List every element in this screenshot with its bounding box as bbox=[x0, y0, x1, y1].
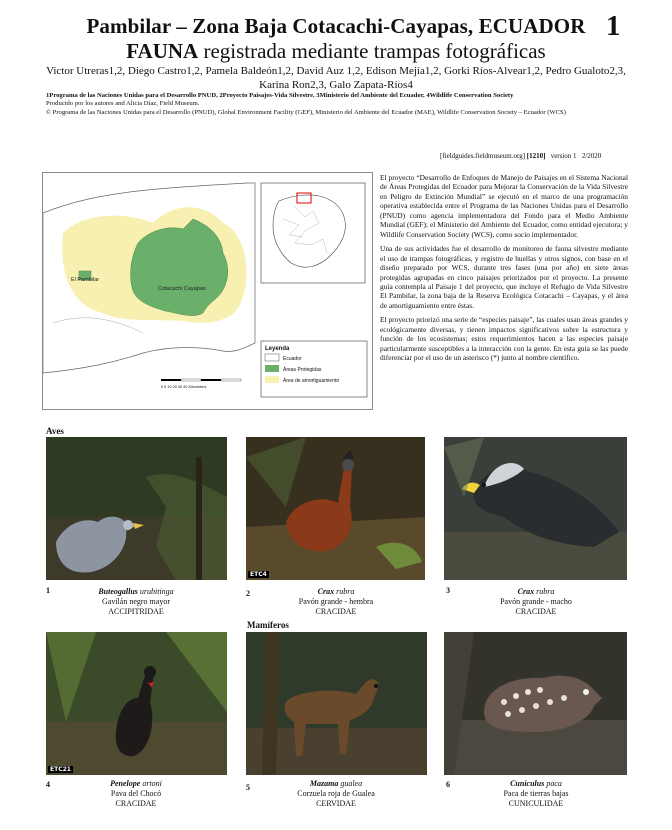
location-map bbox=[42, 172, 373, 410]
species-common-name: Corzuela roja de Gualea bbox=[297, 789, 375, 798]
section-mamiferos: Mamíferos bbox=[247, 620, 289, 630]
species-family: ACCIPITRIDAE bbox=[108, 607, 164, 616]
camera-stamp: ETC21 bbox=[50, 766, 71, 773]
institutions: 1Programa de las Naciones Unidas para el Desarrollo PNUD, 2Proyecto Paisajes-Vida Silvestre, 3Ministerio del Ambiente del Ecuador, 4Wildlife Conservation Society bbox=[46, 92, 514, 99]
affiliations bbox=[46, 92, 636, 117]
species-caption-6 bbox=[446, 779, 626, 809]
species-caption-2 bbox=[246, 587, 426, 617]
species-epithet: gualea bbox=[338, 779, 363, 788]
species-number-1: 1 bbox=[46, 586, 50, 595]
subtitle-bold: FAUNA bbox=[126, 39, 199, 63]
camera-stamp: ETC4 bbox=[250, 571, 267, 578]
species-family: CRACIDAE bbox=[515, 607, 557, 616]
source-link[interactable]: [fieldguides.fieldmuseum.org] bbox=[440, 152, 526, 160]
copyright: © Programa de las Naciones Unidas para el Desarrollo (PNUD), Global Environment Facility (GEF), Ministerio del Ambiente del Ecuador (MAE), Wildlife Conservation Society – Ecuador (WCS) bbox=[46, 108, 566, 116]
scale-label: 0 5 10 20 30 40 Kilometers bbox=[161, 385, 207, 389]
species-genus: Crax bbox=[317, 587, 335, 596]
intro-text bbox=[380, 173, 628, 368]
label-pambilar: El Pambilar bbox=[71, 277, 100, 283]
intro-paragraph-2: Una de sus actividades fue el desarrollo de monitoreo de fauna silvestre mediante el uso de trampas fotográficas, y registro de huellas y otros signos, con base en el diseño preparado por WCS, durante tres fases (una por año) en siete áreas protegidas agrupadas en cinco paisajes priorizados por el proyecto. La presente guía contempla al Paisaje 1 del proyecto, que incluye el Refugio de Vida Silvestre El Pambilar, la zona baja de la Reserva Ecológica Cotacachi – Cayapas, y el área de amortiguamiento entre éstas. bbox=[380, 244, 628, 310]
species-family: CRACIDAE bbox=[315, 607, 357, 616]
version: version 1 bbox=[550, 152, 577, 160]
authors-line-2: Karina Ron2,3, Galo Zapata-Ríos4 bbox=[259, 79, 413, 91]
species-family: CERVIDAE bbox=[316, 799, 356, 808]
species-number-4: 4 bbox=[46, 780, 50, 789]
species-caption-1 bbox=[46, 587, 226, 617]
page-title: Pambilar – Zona Baja Cotacachi-Cayapas, ECUADOR bbox=[86, 14, 586, 38]
species-family: CUNICULIDAE bbox=[508, 799, 564, 808]
page-subtitle bbox=[0, 39, 672, 64]
legend-title: Leyenda bbox=[265, 346, 290, 352]
species-epithet: ortoni bbox=[140, 779, 162, 788]
species-photo-2 bbox=[246, 437, 425, 580]
authors bbox=[40, 64, 632, 92]
species-genus: Buteogallus bbox=[98, 587, 138, 596]
species-photo-6 bbox=[444, 632, 627, 775]
label-cotacachi: Cotacachi Cayapas bbox=[158, 286, 206, 292]
intro-paragraph-1: El proyecto “Desarrollo de Enfoques de Manejo de Paisajes en el Sistema Nacional de Áreas Protegidas del Ecuador para Mejorar la Conservación de la Vida Silvestre en Peligro de Extinción Mundial” se ejecutó en el marco de una programación operativa establecida entre el Programa de las Naciones Unidas para el Desarrollo (PNUD) como agencia implementadora del Fondo para el Medio Ambiente Mundial (GEF); el Ministerio del Ambiente del Ecuador, como entidad ejecutora; y Wildlife Conservation Society (WCS), como socio implementador. bbox=[380, 173, 628, 239]
species-photo-4 bbox=[46, 632, 227, 775]
species-number-5: 5 bbox=[246, 783, 250, 792]
species-genus: Penelope bbox=[110, 779, 141, 788]
species-common-name: Pavón grande - hembra bbox=[298, 597, 374, 606]
date: 2/2020 bbox=[581, 152, 602, 160]
species-caption-5 bbox=[246, 779, 426, 809]
scale-bar bbox=[161, 379, 241, 389]
produced-by: Producido por los autores and Alicia Díaz, Field Museum. bbox=[46, 100, 200, 108]
legend-item-protected: Áreas Protegidas bbox=[283, 367, 322, 373]
page-number: 1 bbox=[606, 10, 621, 42]
species-caption-3 bbox=[446, 587, 626, 617]
species-number-2: 2 bbox=[246, 589, 250, 598]
guide-id: [1210] bbox=[526, 152, 546, 160]
species-common-name: Pavón grande - macho bbox=[500, 597, 572, 606]
species-caption-4 bbox=[46, 779, 226, 809]
map-graphic bbox=[43, 173, 372, 409]
species-common-name: Pava del Chocó bbox=[110, 789, 162, 798]
species-genus: Crax bbox=[517, 587, 535, 596]
species-photo-5 bbox=[246, 632, 427, 775]
species-genus: Mazama bbox=[309, 779, 339, 788]
species-photo-3 bbox=[444, 437, 627, 580]
species-photo-1 bbox=[46, 437, 227, 580]
species-family: CRACIDAE bbox=[115, 799, 157, 808]
species-number-3: 3 bbox=[446, 586, 450, 595]
species-common-name: Gavilán negro mayor bbox=[102, 597, 170, 606]
species-epithet: paca bbox=[544, 779, 562, 788]
species-epithet: urubitinga bbox=[137, 587, 174, 596]
species-number-6: 6 bbox=[446, 780, 450, 789]
species-common-name: Paca de tierras bajas bbox=[503, 789, 569, 798]
legend-item-buffer: Área de amortiguamiento bbox=[283, 378, 340, 384]
legend-item-ecuador: Ecuador bbox=[283, 356, 302, 362]
species-epithet: rubra bbox=[534, 587, 555, 596]
subtitle-rest: registrada mediante trampas fotográficas bbox=[198, 39, 546, 63]
species-epithet: rubra bbox=[334, 587, 355, 596]
guide-meta bbox=[440, 152, 601, 160]
authors-line-1: Victor Utreras1,2, Diego Castro1,2, Pamela Baldeón1,2, David Auz 1,2, Edison Mejía1,2, Gorki Ríos-Alvear1,2, Pedro Gualoto2,3, bbox=[46, 65, 626, 77]
section-aves: Aves bbox=[46, 426, 64, 436]
species-genus: Cuniculus bbox=[510, 779, 545, 788]
intro-paragraph-3: El proyecto priorizó una serie de “especies paisaje”, las cuales usan áreas grandes y ecológicamente diversas, y tienen impactos significativos sobre la estructura y función de los ecosistemas; estos requerimientos hacen a las especies paisaje particularmente susceptibles a la interacción con la gente. En esta guía se las puede diferenciar por el uso de un asterisco (*) junto al nombre científico. bbox=[380, 315, 628, 363]
